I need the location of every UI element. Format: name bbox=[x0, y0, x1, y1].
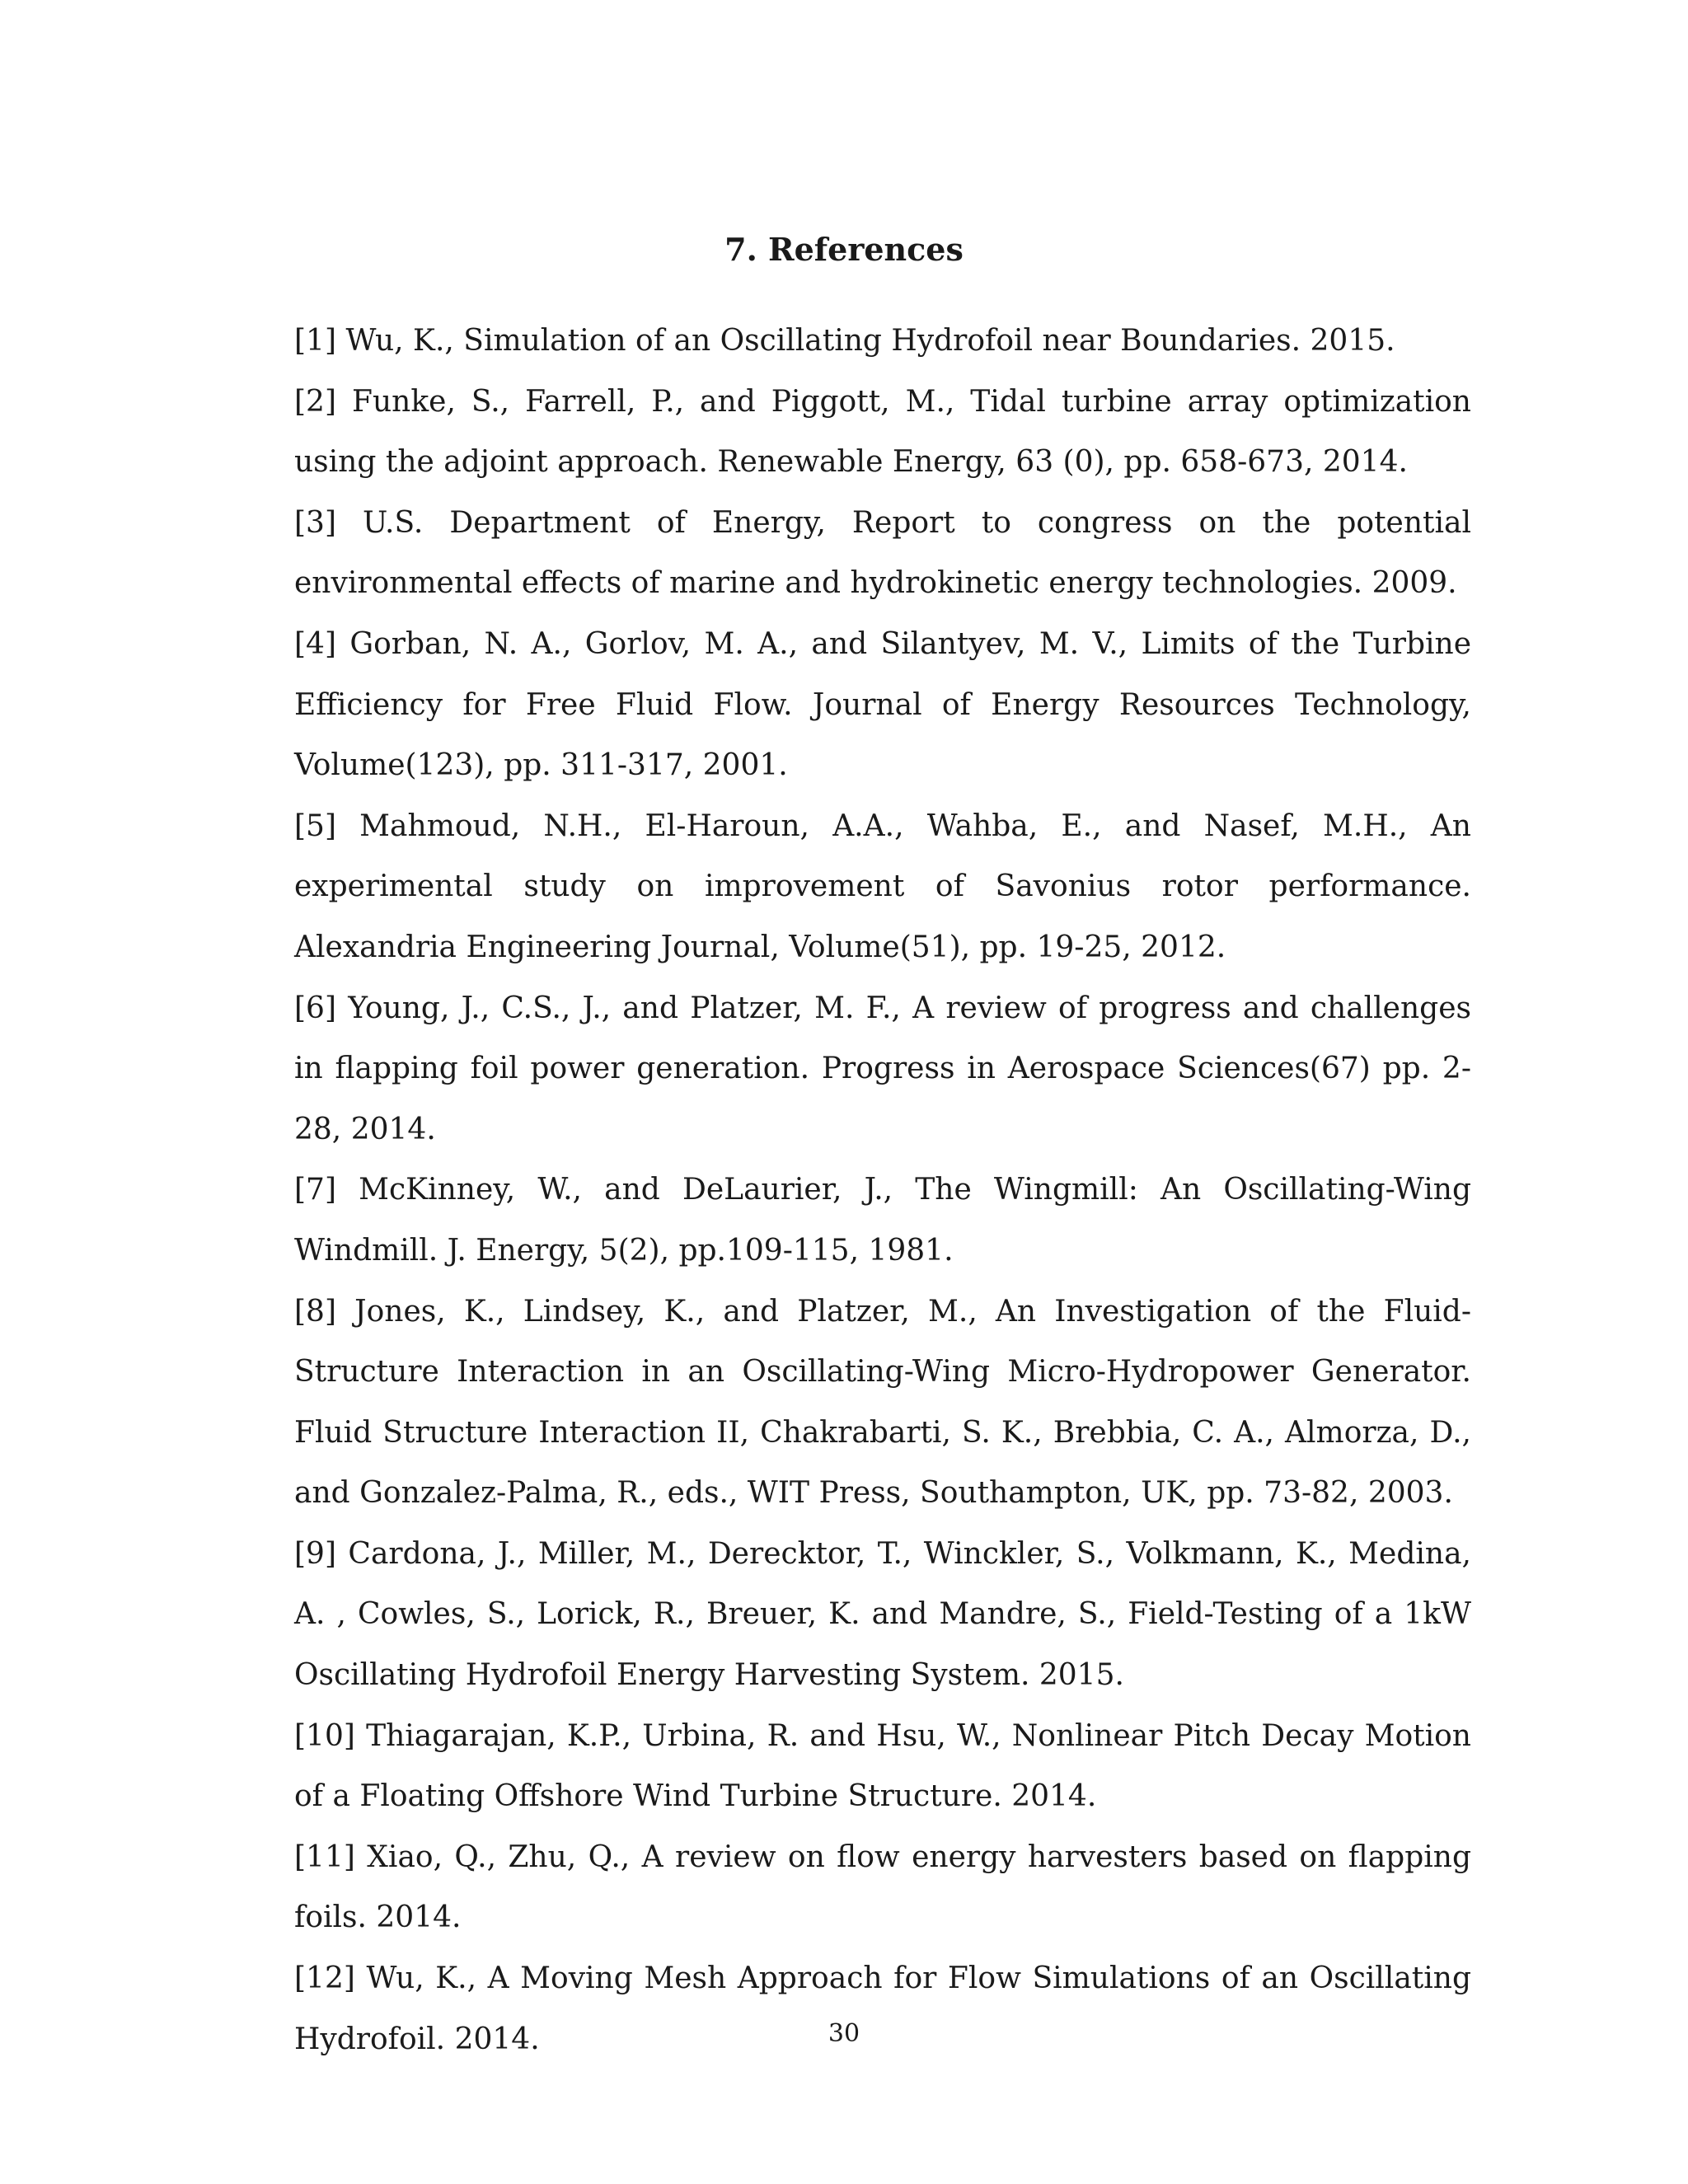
reference-item: [1] Wu, K., Simulation of an Oscillating Hydrofoil near Boundaries. 2015. bbox=[294, 324, 1395, 358]
page-number: 30 bbox=[828, 2019, 860, 2048]
reference-item: [3] U.S. Department of Energy, Report to congress on the potential environmental effects of marine and hydrokinetic energy technologies. 2009. bbox=[294, 505, 1471, 601]
reference-item: [12] Wu, K., A Moving Mesh Approach for Flow Simulations of an Oscillating Hydrofoil. 2014. bbox=[294, 1961, 1471, 2056]
section-title: 7. References bbox=[724, 231, 964, 268]
reference-item: [11] Xiao, Q., Zhu, Q., A review on flow energy harvesters based on flapping foils. 2014. bbox=[294, 1840, 1471, 1935]
reference-item: [4] Gorban, N. A., Gorlov, M. A., and Silantyev, M. V., Limits of the Turbine Efficiency for Free Fluid Flow. Journal of Energy Resources Technology, Volume(123), pp. 311-317, 2001. bbox=[294, 626, 1471, 783]
reference-item: [9] Cardona, J., Miller, M., Derecktor, T., Winckler, S., Volkmann, K., Medina, A. , Cowles, S., Lorick, R., Breuer, K. and Mandre, S., Field-Testing of a 1kW Oscillating Hydrofoil Energy Harvesting System. 2015. bbox=[294, 1536, 1471, 1693]
reference-list bbox=[294, 311, 1471, 2069]
reference-item: [10] Thiagarajan, K.P., Urbina, R. and Hsu, W., Nonlinear Pitch Decay Motion of a Floating Offshore Wind Turbine Structure. 2014. bbox=[294, 1718, 1471, 1814]
reference-item: [7] McKinney, W., and DeLaurier, J., The Wingmill: An Oscillating-Wing Windmill. J. Energy, 5(2), pp.109-115, 1981. bbox=[294, 1173, 1471, 1268]
reference-item: [2] Funke, S., Farrell, P., and Piggott, M., Tidal turbine array optimization using the adjoint approach. Renewable Energy, 63 (0), pp. 658-673, 2014. bbox=[294, 384, 1471, 480]
reference-item: [5] Mahmoud, N.H., El-Haroun, A.A., Wahba, E., and Nasef, M.H., An experimental study on improvement of Savonius rotor performance. Alexandria Engineering Journal, Volume(51), pp. 19-25, 2012. bbox=[294, 808, 1471, 964]
reference-item: [6] Young, J., C.S., J., and Platzer, M. F., A review of progress and challenges in flapping foil power generation. Progress in Aerospace Sciences(67) pp. 2-28, 2014. bbox=[294, 991, 1471, 1146]
reference-item: [8] Jones, K., Lindsey, K., and Platzer, M., An Investigation of the Fluid-Structure Interaction in an Oscillating-Wing Micro-Hydropower Generator. Fluid Structure Interaction II, Chakrabarti, S. K., Brebbia, C. A., Almorza, D., and Gonzalez-Palma, R., eds., WIT Press, Southampton, UK, pp. 73-82, 2003. bbox=[294, 1294, 1471, 1511]
